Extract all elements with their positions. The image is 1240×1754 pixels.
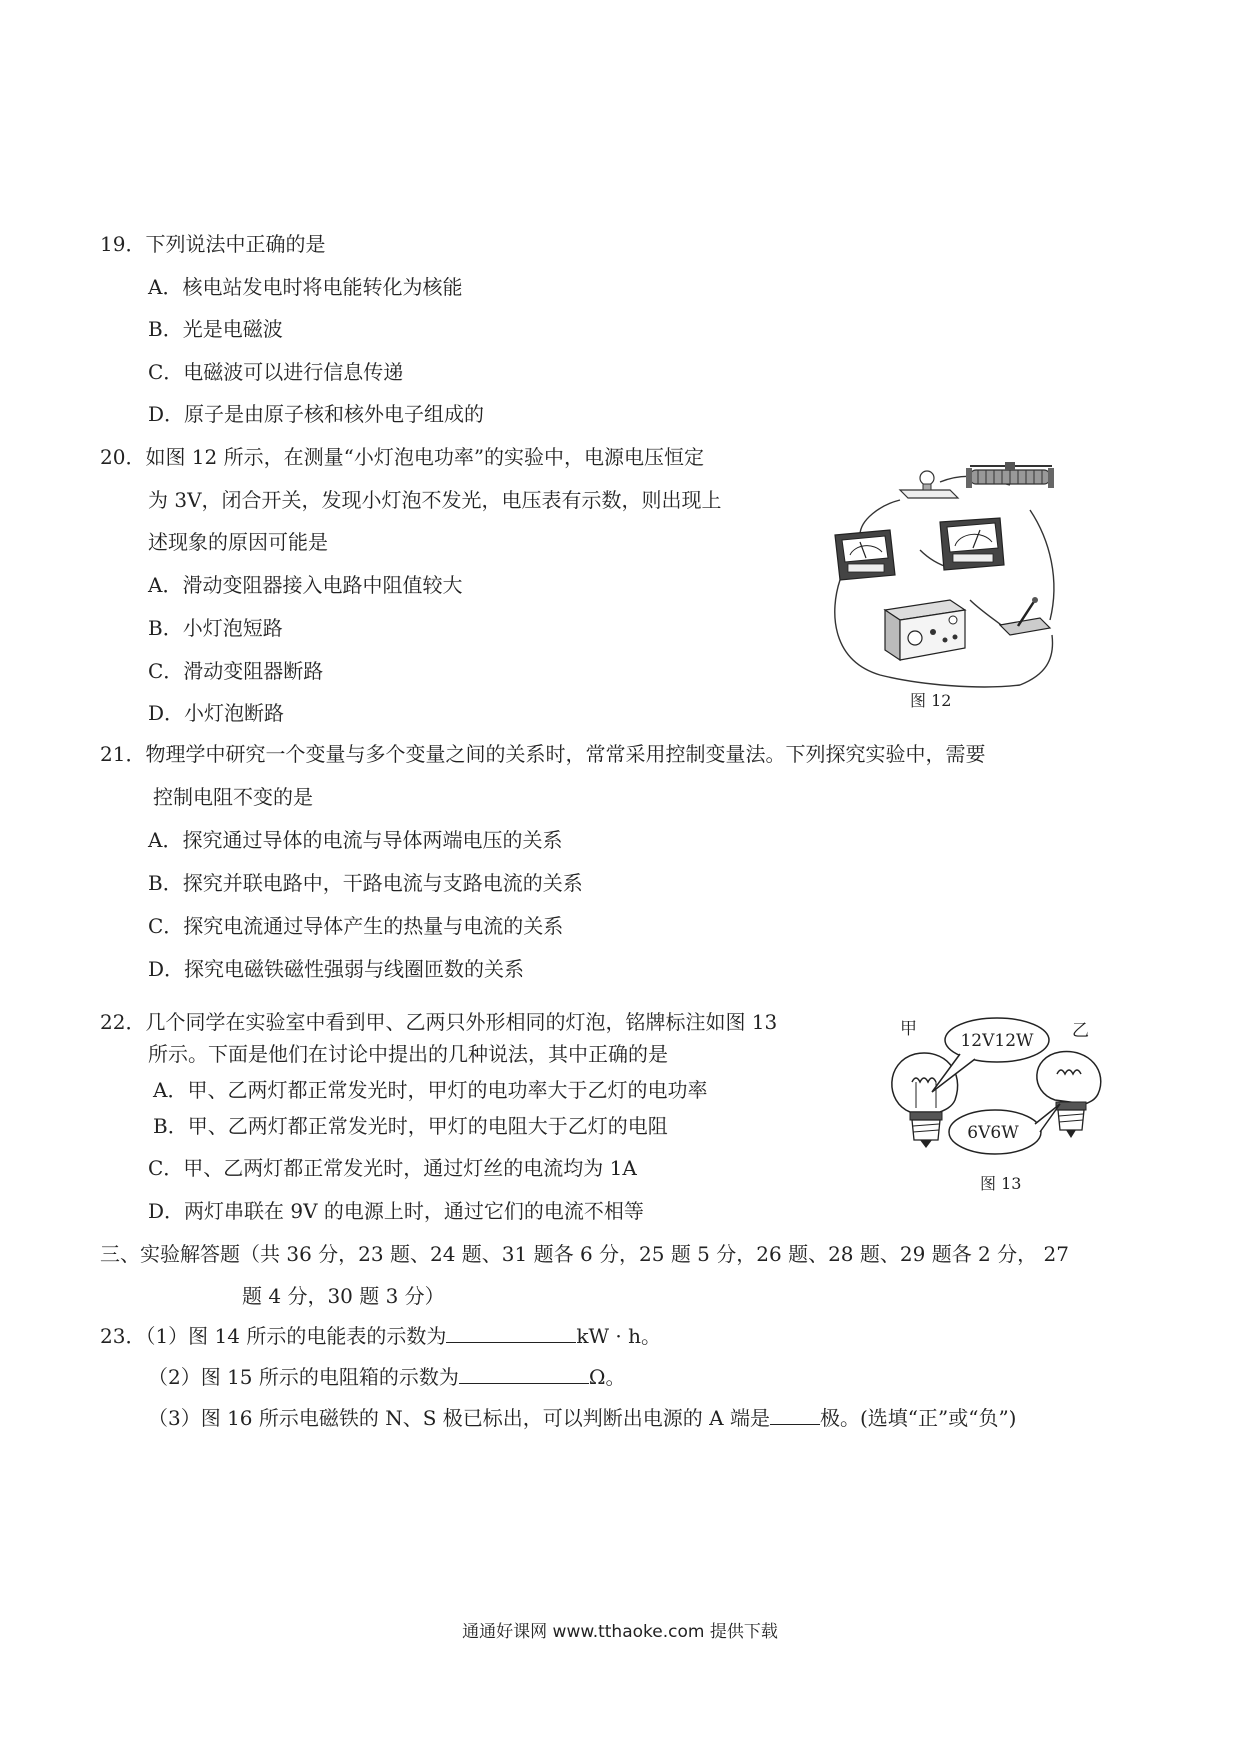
q23-part2-prefix: （2）图 15 所示的电阻箱的示数为 <box>148 1365 459 1389</box>
figure-13-bulbs <box>880 1012 1115 1172</box>
label-yi: 乙 <box>1072 1021 1089 1041</box>
q20-option-d: D．小灯泡断路 <box>148 701 285 725</box>
q20-stem-line1: 20．如图 12 所示，在测量“小灯泡电功率”的实验中，电源电压恒定 <box>100 445 705 469</box>
figure-12-caption: 图 12 <box>910 691 952 710</box>
figure-13-caption: 图 13 <box>980 1174 1022 1193</box>
label-jia: 甲 <box>900 1019 917 1039</box>
q21-option-b: B．探究并联电路中，干路电流与支路电流的关系 <box>148 871 583 895</box>
switch <box>1000 597 1050 635</box>
q19-stem: 19．下列说法中正确的是 <box>100 232 326 256</box>
q20-option-c: C．滑动变阻器断路 <box>148 659 324 683</box>
q20-option-a: A．滑动变阻器接入电路中阻值较大 <box>148 573 463 597</box>
q19-option-c: C．电磁波可以进行信息传递 <box>148 360 404 384</box>
q23-part3-suffix: 极。(选填“正”或“负”) <box>819 1406 1017 1430</box>
q22-option-c: C．甲、乙两灯都正常发光时，通过灯丝的电流均为 1A <box>148 1156 637 1180</box>
q21-stem-line1: 21．物理学中研究一个变量与多个变量之间的关系时，常常采用控制变量法。下列探究实验中，需要 <box>100 742 986 766</box>
section3-title-line1: 三、实验解答题（共 36 分，23 题、24 题、31 题各 6 分，25 题 5 分，26 题、28 题、29 题各 2 分， 27 <box>100 1242 1069 1266</box>
nameplate-bubble-yi <box>949 1104 1060 1154</box>
q23-part2-blank[interactable] <box>459 1365 589 1384</box>
q23-part3 <box>148 1405 1016 1431</box>
wire <box>860 500 900 535</box>
q23-part1-blank[interactable] <box>446 1324 576 1343</box>
figure-12-circuit <box>820 460 1080 690</box>
ammeter <box>940 518 1004 570</box>
q23-part1-suffix: kW · h。 <box>576 1324 661 1348</box>
bulb-yi <box>1037 1052 1101 1138</box>
wire <box>970 600 1005 628</box>
q23-part3-blank[interactable] <box>770 1406 820 1425</box>
q20-option-b: B．小灯泡短路 <box>148 616 283 640</box>
q23-part3-prefix: （3）图 16 所示电磁铁的 N、S 极已标出，可以判断出电源的 A 端是 <box>148 1406 770 1430</box>
q21-option-c: C．探究电流通过导体产生的热量与电流的关系 <box>148 914 564 938</box>
q19-option-a: A．核电站发电时将电能转化为核能 <box>148 275 463 299</box>
q23-part2 <box>148 1364 625 1390</box>
q20-stem-line2: 为 3V，闭合开关，发现小灯泡不发光，电压表有示数，则出现上 <box>148 488 722 512</box>
q19-option-b: B．光是电磁波 <box>148 317 283 341</box>
q22-stem-line2: 所示。下面是他们在讨论中提出的几种说法，其中正确的是 <box>148 1042 668 1066</box>
rating-yi: 6V6W <box>967 1123 1019 1143</box>
q22-option-d: D．两灯串联在 9V 的电源上时，通过它们的电流不相等 <box>148 1199 644 1223</box>
q22-option-b: B．甲、乙两灯都正常发光时，甲灯的电阻大于乙灯的电阻 <box>153 1114 668 1138</box>
q22-option-a: A．甲、乙两灯都正常发光时，甲灯的电功率大于乙灯的电功率 <box>153 1078 708 1102</box>
page-footer: 通通好课网 www.tthaoke.com 提供下载 <box>462 1622 778 1642</box>
wire <box>1020 635 1053 685</box>
q21-stem-line2: 控制电阻不变的是 <box>153 785 313 809</box>
q23-part1 <box>100 1323 661 1349</box>
q21-option-d: D．探究电磁铁磁性强弱与线圈匝数的关系 <box>148 957 525 981</box>
rating-jia: 12V12W <box>960 1031 1034 1051</box>
rheostat <box>966 462 1054 488</box>
power-supply <box>885 600 965 660</box>
section3-title-line2: 题 4 分，30 题 3 分） <box>242 1284 445 1308</box>
q19-option-d: D．原子是由原子核和核外电子组成的 <box>148 402 485 426</box>
bulb-board <box>900 471 958 498</box>
q21-option-a: A．探究通过导体的电流与导体两端电压的关系 <box>148 828 563 852</box>
q23-part1-prefix: 23．（1）图 14 所示的电能表的示数为 <box>100 1324 447 1348</box>
voltmeter <box>835 530 895 580</box>
q23-part2-suffix: Ω。 <box>588 1365 626 1389</box>
q20-stem-line3: 述现象的原因可能是 <box>148 530 328 554</box>
q22-stem-line1: 22．几个同学在实验室中看到甲、乙两只外形相同的灯泡，铭牌标注如图 13 <box>100 1010 778 1034</box>
bulb-jia <box>892 1053 958 1148</box>
